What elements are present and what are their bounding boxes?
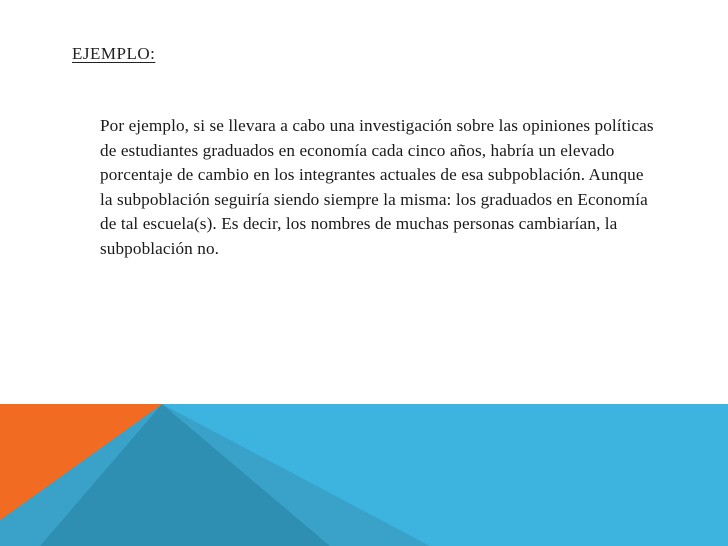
slide-title: EJEMPLO:: [72, 44, 156, 63]
slide-body-text: Por ejemplo, si se llevara a cabo una investigación sobre las opiniones políticas de estudiantes graduados en economía cada cinco años, habría un elevado porcentaje de cambio en los integrantes actuales de esa subpoblación. Aunque la subpoblación seguiría siendo siempre la misma: los graduados en Economía de tal escuela(s). Es decir, los nombres de muchas personas cambiarían, la subpoblación no.: [100, 116, 654, 258]
